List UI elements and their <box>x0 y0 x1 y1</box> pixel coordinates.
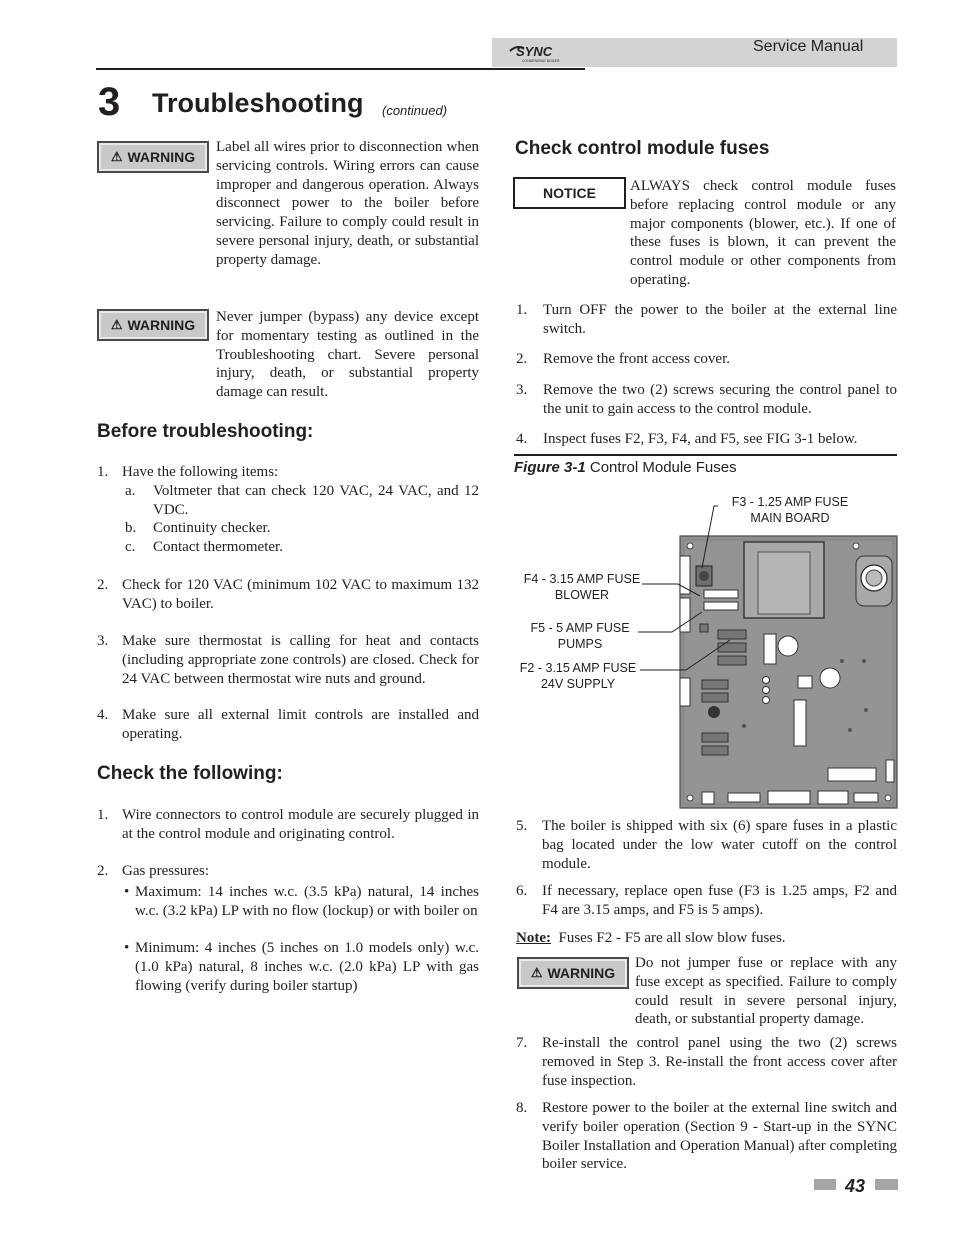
check-bullet-1-mark: • <box>124 884 130 900</box>
before-sub-b-label: b. <box>125 520 137 536</box>
page-bar-left <box>814 1179 836 1190</box>
warning-badge-1: ⚠ WARNING <box>97 141 209 173</box>
step-num-8: 8. <box>516 1100 528 1116</box>
sync-logo <box>508 42 578 64</box>
before-item-4: Make sure all external limit controls are installed and operating. <box>122 707 479 742</box>
check-bullet-1: Maximum: 14 inches w.c. (3.5 kPa) natural, 14 inches w.c. (3.2 kPa) LP with no flow (lockup) or with boiler on <box>135 884 479 919</box>
before-num-2: 2. <box>97 577 109 593</box>
check-heading: Check the following: <box>97 763 283 784</box>
before-num-4: 4. <box>97 707 109 723</box>
step-4: Inspect fuses F2, F3, F4, and F5, see FIG 3-1 below. <box>543 431 858 447</box>
step-7: Re-install the control panel using the two (2) screws removed in Step 3. Re-install the front access cover after fuse inspection. <box>542 1035 897 1089</box>
step-num-1: 1. <box>516 302 528 318</box>
logo-brand-text: SYNC <box>516 44 553 59</box>
figure-label: Figure 3-1 <box>514 459 586 476</box>
warning-text-3: Do not jumper fuse or replace with any fuse except as specified. Failure to comply could result in severe personal injury, death, or substantial property damage. <box>635 955 897 1028</box>
step-num-2: 2. <box>516 351 528 367</box>
step-num-6: 6. <box>516 883 528 899</box>
step-1: Turn OFF the power to the boiler at the external line switch. <box>543 302 897 337</box>
check-item-2: Gas pressures: <box>122 863 210 879</box>
step-num-5: 5. <box>516 818 528 834</box>
notice-text: ALWAYS check control module fuses before replacing control module or any major components (blower, etc.). If one of these fuses is blown, it can prevent the control module or other components from operating. <box>630 178 896 288</box>
warning-text-2: Never jumper (bypass) any device except for momentary testing as outlined in the Troubleshooting chart. Severe personal injury, death, or substantial property damage can result. <box>216 309 479 401</box>
callout-f5: F5 - 5 AMP FUSE PUMPS <box>530 621 630 651</box>
before-item-3: Make sure thermostat is calling for heat and contacts (including appropriate zone controls) are closed. Check for 24 VAC between thermostat wire nuts and ground. <box>122 633 479 687</box>
check-bullet-2: Minimum: 4 inches (5 inches on 1.0 models only) w.c. (1.0 kPa) natural, 8 inches w.c. (2.0 kPa) LP with gas flowing (verify during boiler startup) <box>135 940 479 994</box>
callout-f4: F4 - 3.15 AMP FUSE BLOWER <box>523 572 641 602</box>
fuses-heading: Check control module fuses <box>515 138 770 159</box>
manual-label: Service Manual <box>753 38 864 55</box>
before-num-3: 3. <box>97 633 109 649</box>
warning-triangle-icon: ⚠ <box>530 965 543 980</box>
figure-caption <box>514 459 737 476</box>
before-num-1: 1. <box>97 464 109 480</box>
chapter-continued: (continued) <box>382 103 448 118</box>
step-5: The boiler is shipped with six (6) spare fuses in a plastic bag located under the low water cutoff on the control module. <box>542 818 897 872</box>
warning-badge-3: ⚠ WARNING <box>517 957 629 989</box>
callout-f2: F2 - 3.15 AMP FUSE 24V SUPPLY <box>519 661 637 691</box>
page-number: 43 <box>845 1176 866 1196</box>
step-6: If necessary, replace open fuse (F3 is 1.25 amps, F2 and F4 are 3.15 amps, and F5 is 5 amps). <box>542 883 897 918</box>
before-sub-a: Voltmeter that can check 120 VAC, 24 VAC, and 12 VDC. <box>153 483 479 518</box>
step-8: Restore power to the boiler at the external line switch and verify boiler operation (Section 9 - Start-up in the SYNC Boiler Installation and Operation Manual) after completing boiler service. <box>542 1100 897 1173</box>
check-num-2: 2. <box>97 863 109 879</box>
check-item-1: Wire connectors to control module are securely plugged in at the control module and originating control. <box>122 807 479 842</box>
note-text: Fuses F2 - F5 are all slow blow fuses. <box>558 930 786 946</box>
note-label: Note: <box>516 930 551 946</box>
logo-sub-text: CONDENSING BOILER <box>522 59 560 63</box>
page-bar-right <box>875 1179 898 1190</box>
before-sub-b: Continuity checker. <box>153 520 271 536</box>
step-3: Remove the two (2) screws securing the control panel to the unit to gain access to the control module. <box>543 382 897 417</box>
figure-caption-text: Control Module Fuses <box>589 459 737 476</box>
before-sub-a-label: a. <box>125 483 136 499</box>
warning-text-1: Label all wires prior to disconnection when servicing controls. Wiring errors can cause improper and dangerous operation. Always disconnect power to the boiler before servicing. Failure to comply could result in severe personal injury, death, or substantial property damage. <box>216 139 479 268</box>
note <box>516 929 786 948</box>
before-item-1: Have the following items: <box>122 464 279 480</box>
step-num-7: 7. <box>516 1035 528 1051</box>
step-num-3: 3. <box>516 382 528 398</box>
header-rule <box>96 68 585 70</box>
before-item-2: Check for 120 VAC (minimum 102 VAC to maximum 132 VAC) to boiler. <box>122 577 479 612</box>
callout-f3: F3 - 1.25 AMP FUSE MAIN BOARD <box>731 495 849 525</box>
check-bullet-2-mark: • <box>124 940 130 956</box>
warning-triangle-icon: ⚠ <box>110 149 123 164</box>
before-heading: Before troubleshooting: <box>97 421 314 442</box>
figure-rule <box>514 454 897 456</box>
before-sub-c: Contact thermometer. <box>153 539 283 555</box>
check-num-1: 1. <box>97 807 109 823</box>
chapter-number: 3 <box>98 80 121 124</box>
notice-badge: NOTICE <box>513 177 626 209</box>
step-2: Remove the front access cover. <box>543 351 731 367</box>
before-sub-c-label: c. <box>125 539 136 555</box>
chapter-title: Troubleshooting <box>152 88 364 118</box>
step-num-4: 4. <box>516 431 528 447</box>
warning-badge-2: ⚠ WARNING <box>97 309 209 341</box>
warning-triangle-icon: ⚠ <box>110 317 123 332</box>
